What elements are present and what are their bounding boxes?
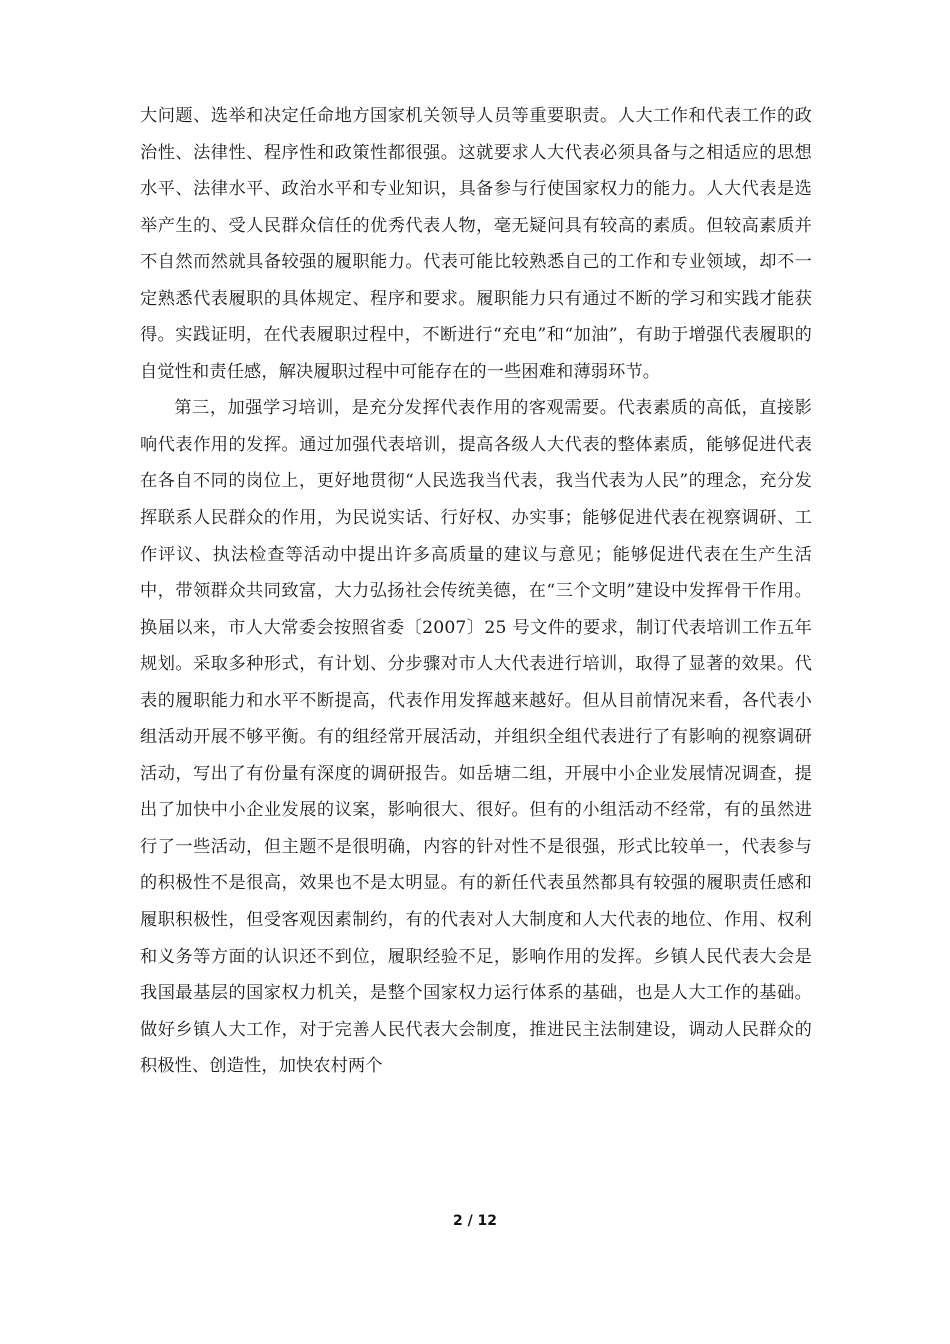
- page-number: 2 / 12: [452, 1213, 498, 1229]
- paragraph-2: 第三，加强学习培训，是充分发挥代表作用的客观需要。代表素质的高低，直接影响代表作用的发挥。通过加强代表培训，提高各级人大代表的整体素质，能够促进代表在各自不同的岗位上，更好地贯彻“人民选我当代表，我当代表为人民”的理念，充分发挥联系人民群众的作用，为民说实话、行好权、办实事；能够促进代表在视察调研、工作评议、执法检查等活动中提出许多高质量的建议与意见；能够促进代表在生产生活中，带领群众共同致富，大力弘扬社会传统美德，在“三个文明”建设中发挥骨干作用。换届以来，市人大常委会按照省委〔2007〕25 号文件的要求，制订代表培训工作五年规划。采取多种形式，有计划、分步骤对市人大代表进行培训，取得了显著的效果。代表的履职能力和水平不断提高，代表作用发挥越来越好。但从目前情况来看，各代表小组活动开展不够平衡。有的组经常开展活动，并组织全组代表进行了有影响的视察调研活动，写出了有份量有深度的调研报告。如岳塘二组，开展中小企业发展情况调查，提出了加快中小企业发展的议案，影响很大、很好。但有的小组活动不经常，有的虽然进行了一些活动，但主题不是很明确，内容的针对性不是很强，形式比较单一，代表参与的积极性不是很高，效果也不是太明显。有的新任代表虽然都具有较强的履职责任感和履职积极性，但受客观因素制约，有的代表对人大制度和人大代表的地位、作用、权利和义务等方面的认识还不到位，履职经验不足，影响作用的发挥。乡镇人民代表大会是我国最基层的国家权力机关，是整个国家权力运行体系的基础，也是人大工作的基础。做好乡镇人大工作，对于完善人民代表大会制度，推进民主法制建设，调动人民群众的积极性、创造性，加快农村两个: [140, 398, 812, 1077]
- page-body: [140, 98, 812, 1085]
- paragraph-1: 大问题、选举和决定任命地方国家机关领导人员等重要职责。人大工作和代表工作的政治性、法律性、程序性和政策性都很强。这就要求人大代表必须具备与之相适应的思想水平、法律水平、政治水平和专业知识，具备参与行使国家权力的能力。人大代表是选举产生的、受人民群众信任的优秀代表人物，毫无疑问具有较高的素质。但较高素质并不自然而然就具备较强的履职能力。代表可能比较熟悉自己的工作和专业领域，却不一定熟悉代表履职的具体规定、程序和要求。履职能力只有通过不断的学习和实践才能获得。实践证明，在代表履职过程中，不断进行“充电”和“加油”，有助于增强代表履职的自觉性和责任感，解决履职过程中可能存在的一些困难和薄弱环节。: [140, 106, 812, 382]
